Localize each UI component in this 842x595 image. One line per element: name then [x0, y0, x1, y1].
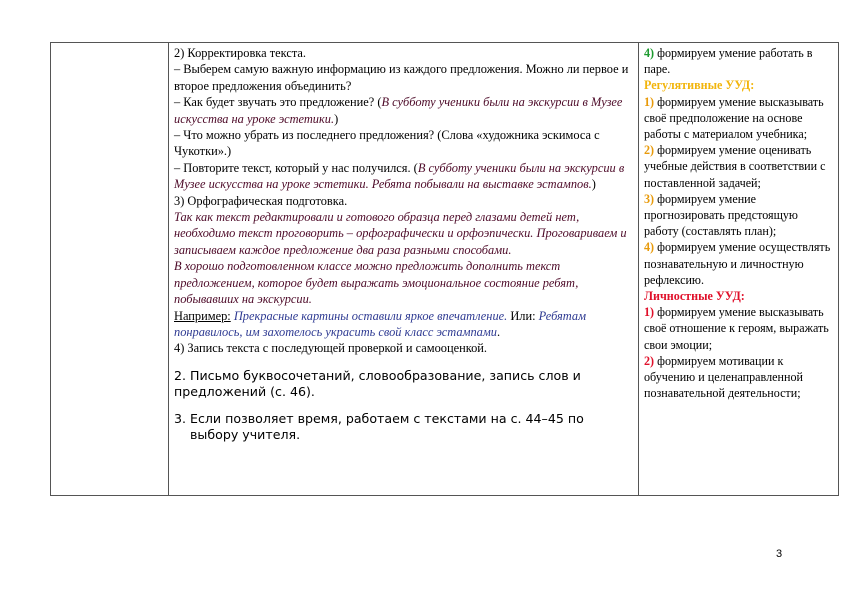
page-number: 3	[776, 548, 783, 560]
question-remove: – Что можно убрать из последнего предложения? (Слова «художника эскимоса с Чукотки».)	[174, 128, 600, 159]
uud-item: 4) формируем умение работать в паре.	[644, 46, 813, 77]
stage-cell	[51, 43, 169, 496]
question-sentence: – Как будет звучать это предложение? (В субботу ученики были на экскурсии в Музее искусства на уроке эстетики.)	[174, 95, 623, 126]
orthography-note: Так как текст редактировали и готового образца перед глазами детей нет, необходимо текст проговорить – орфографически и орфоэпически. Проговариваем и записываем каждое предложение два раза разными способами.	[174, 210, 627, 257]
regulative-heading: Регулятивные УУД:	[644, 78, 755, 93]
step-orthography: 3) Орфографическая подготовка.	[174, 193, 348, 208]
uud-cell	[639, 43, 839, 496]
personal-heading: Личностные УУД:	[644, 289, 745, 304]
table-row	[51, 43, 839, 496]
step-writing: 4) Запись текста с последующей проверкой и самооценкой.	[174, 341, 488, 356]
step-correction: 2) Корректировка текста.	[174, 46, 307, 60]
uud-item: 2) формируем мотивации к обучению и целенаправленной познавательной деятельности;	[644, 353, 803, 401]
uud-item: 3) формируем умение прогнозировать предстоящую работу (составлять план);	[644, 191, 798, 239]
question-select-info: – Выберем самую важную информацию из каждого предложения. Можно ли первое и второе предложения объединить?	[174, 62, 629, 93]
section-2: 2. Письмо буквосочетаний, словообразование, запись слов и предложений (с. 46).	[174, 367, 581, 400]
example-line: Например: Прекрасные картины оставили яркое впечатление. Или: Ребятам понравилось, им захотелось украсить свой класс эстампами.	[174, 308, 586, 339]
uud-item: 4) формируем умение осуществлять познавательную и личностную рефлексию.	[644, 240, 831, 287]
uud-item: 1) формируем умение высказывать своё предположение на основе работы с материалом учебника;	[644, 94, 824, 142]
uud-item: 2) формируем умение оценивать учебные действия в соответствии с поставленной задачей;	[644, 143, 826, 190]
uud-item: 1) формируем умение высказывать своё отношение к героям, выражать свои эмоции;	[644, 305, 829, 352]
activity-cell	[169, 43, 639, 496]
section-3: 3. Если позволяет время, работаем с текстами на с. 44–45 по выбору учителя.	[174, 410, 584, 443]
question-repeat: – Повторите текст, который у нас получился. (В субботу ученики были на экскурсии в Музее искусства на уроке эстетики. Ребята побывали на выставке эстампов.)	[174, 160, 625, 192]
lesson-table	[50, 42, 839, 496]
advanced-class-note: В хорошо подготовленном классе можно предложить дополнить текст предложением, которое будет выражать эмоциональное состояние ребят, побывавших на экскурсии.	[174, 259, 579, 307]
